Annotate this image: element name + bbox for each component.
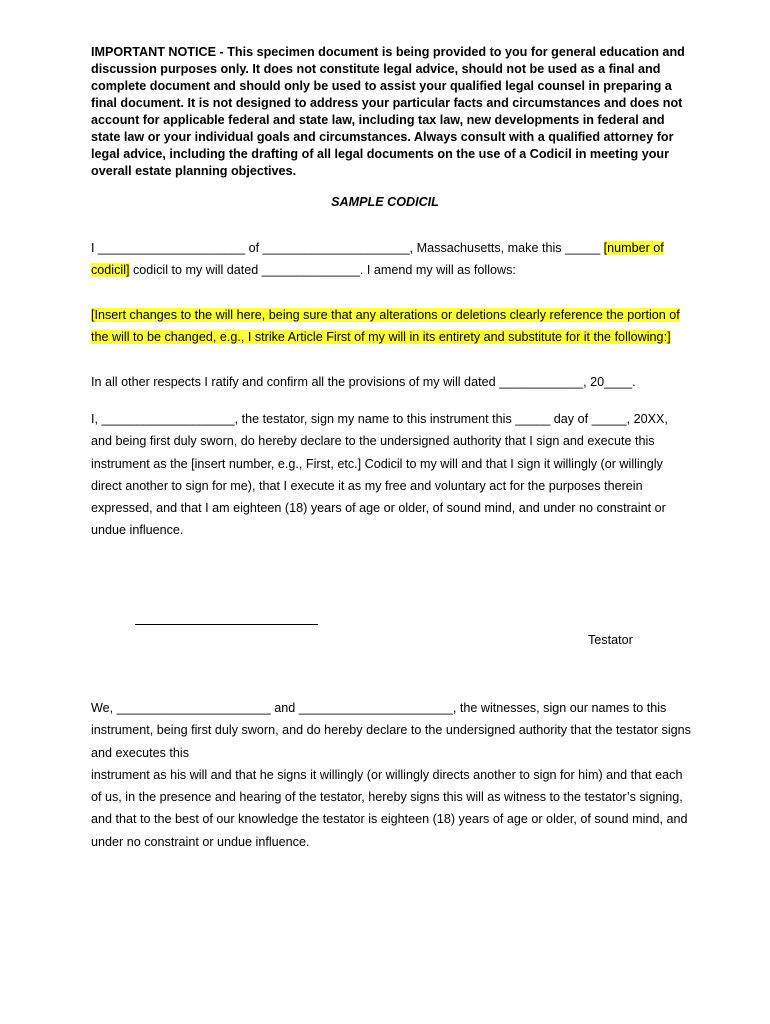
witness-paragraph	[91, 697, 691, 853]
testator-signature-line	[135, 624, 318, 625]
testator-declaration-paragraph: I, ___________________, the testator, sign my name to this instrument this _____ day of _____, 20XX, and being first duly sworn, do hereby declare to the undersigned authority that I sign and execute this instrument as the [insert number, e.g., First, etc.] Codicil to my will and that I sign it willingly (or willingly direct another to sign for me), that I execute it as my free and voluntary act for the purposes therein expressed, and that I am eighteen (18) years of age or older, of sound mind, and under no constraint or undue influence.	[91, 412, 668, 538]
witness-text-part2: instrument as his will and that he signs it willingly (or willingly directs another to sign for him) and that each of us, in the presence and hearing of the testator, hereby signs this will as witness to the testator’s signing, and that to the best of our knowledge the testator is eighteen (18) years of age or older, of sound mind, and under no constraint or undue influence.	[91, 767, 688, 849]
intro-text-end: codicil to my will dated ______________. I amend my will as follows:	[129, 263, 516, 278]
document-title: SAMPLE CODICIL	[331, 195, 439, 209]
insert-changes-paragraph	[91, 304, 691, 349]
important-notice: IMPORTANT NOTICE - This specimen document is being provided to you for general education and discussion purposes only. It does not constitute legal advice, should not be used as a final and complete document and should only be used to assist your qualified legal counsel in preparing a final document. It is not designed to address your particular facts and circumstances and does not account for applicable federal and state law, including tax law, new developments in federal and state law or your individual goals and circumstances. Always consult with a qualified attorney for legal advice, including the drafting of all legal documents on the use of a Codicil in meeting your overall estate planning objectives.	[91, 45, 685, 178]
ratify-paragraph: In all other respects I ratify and confirm all the provisions of my will dated ____________, 20____.	[91, 375, 636, 389]
testator-label: Testator	[588, 633, 633, 647]
intro-text: I _____________________ of _____________________, Massachusetts, make this _____	[91, 241, 604, 255]
witness-text-part1: We, ______________________ and ______________________, the witnesses, sign our names to this instrument, being first duly sworn, and do hereby declare to the undersigned authority that the testator signs and executes this	[91, 701, 691, 760]
intro-paragraph	[91, 237, 691, 282]
number-of-codicil-placeholder-part1: [number of	[603, 241, 664, 255]
insert-changes-placeholder: [Insert changes to the will here, being sure that any alterations or deletions clearly reference the portion of the will to be changed, e.g., I strike Article First of my will in its entirety and substitute for it the following:]	[91, 308, 680, 345]
number-of-codicil-placeholder-part2: codicil]	[91, 263, 130, 278]
